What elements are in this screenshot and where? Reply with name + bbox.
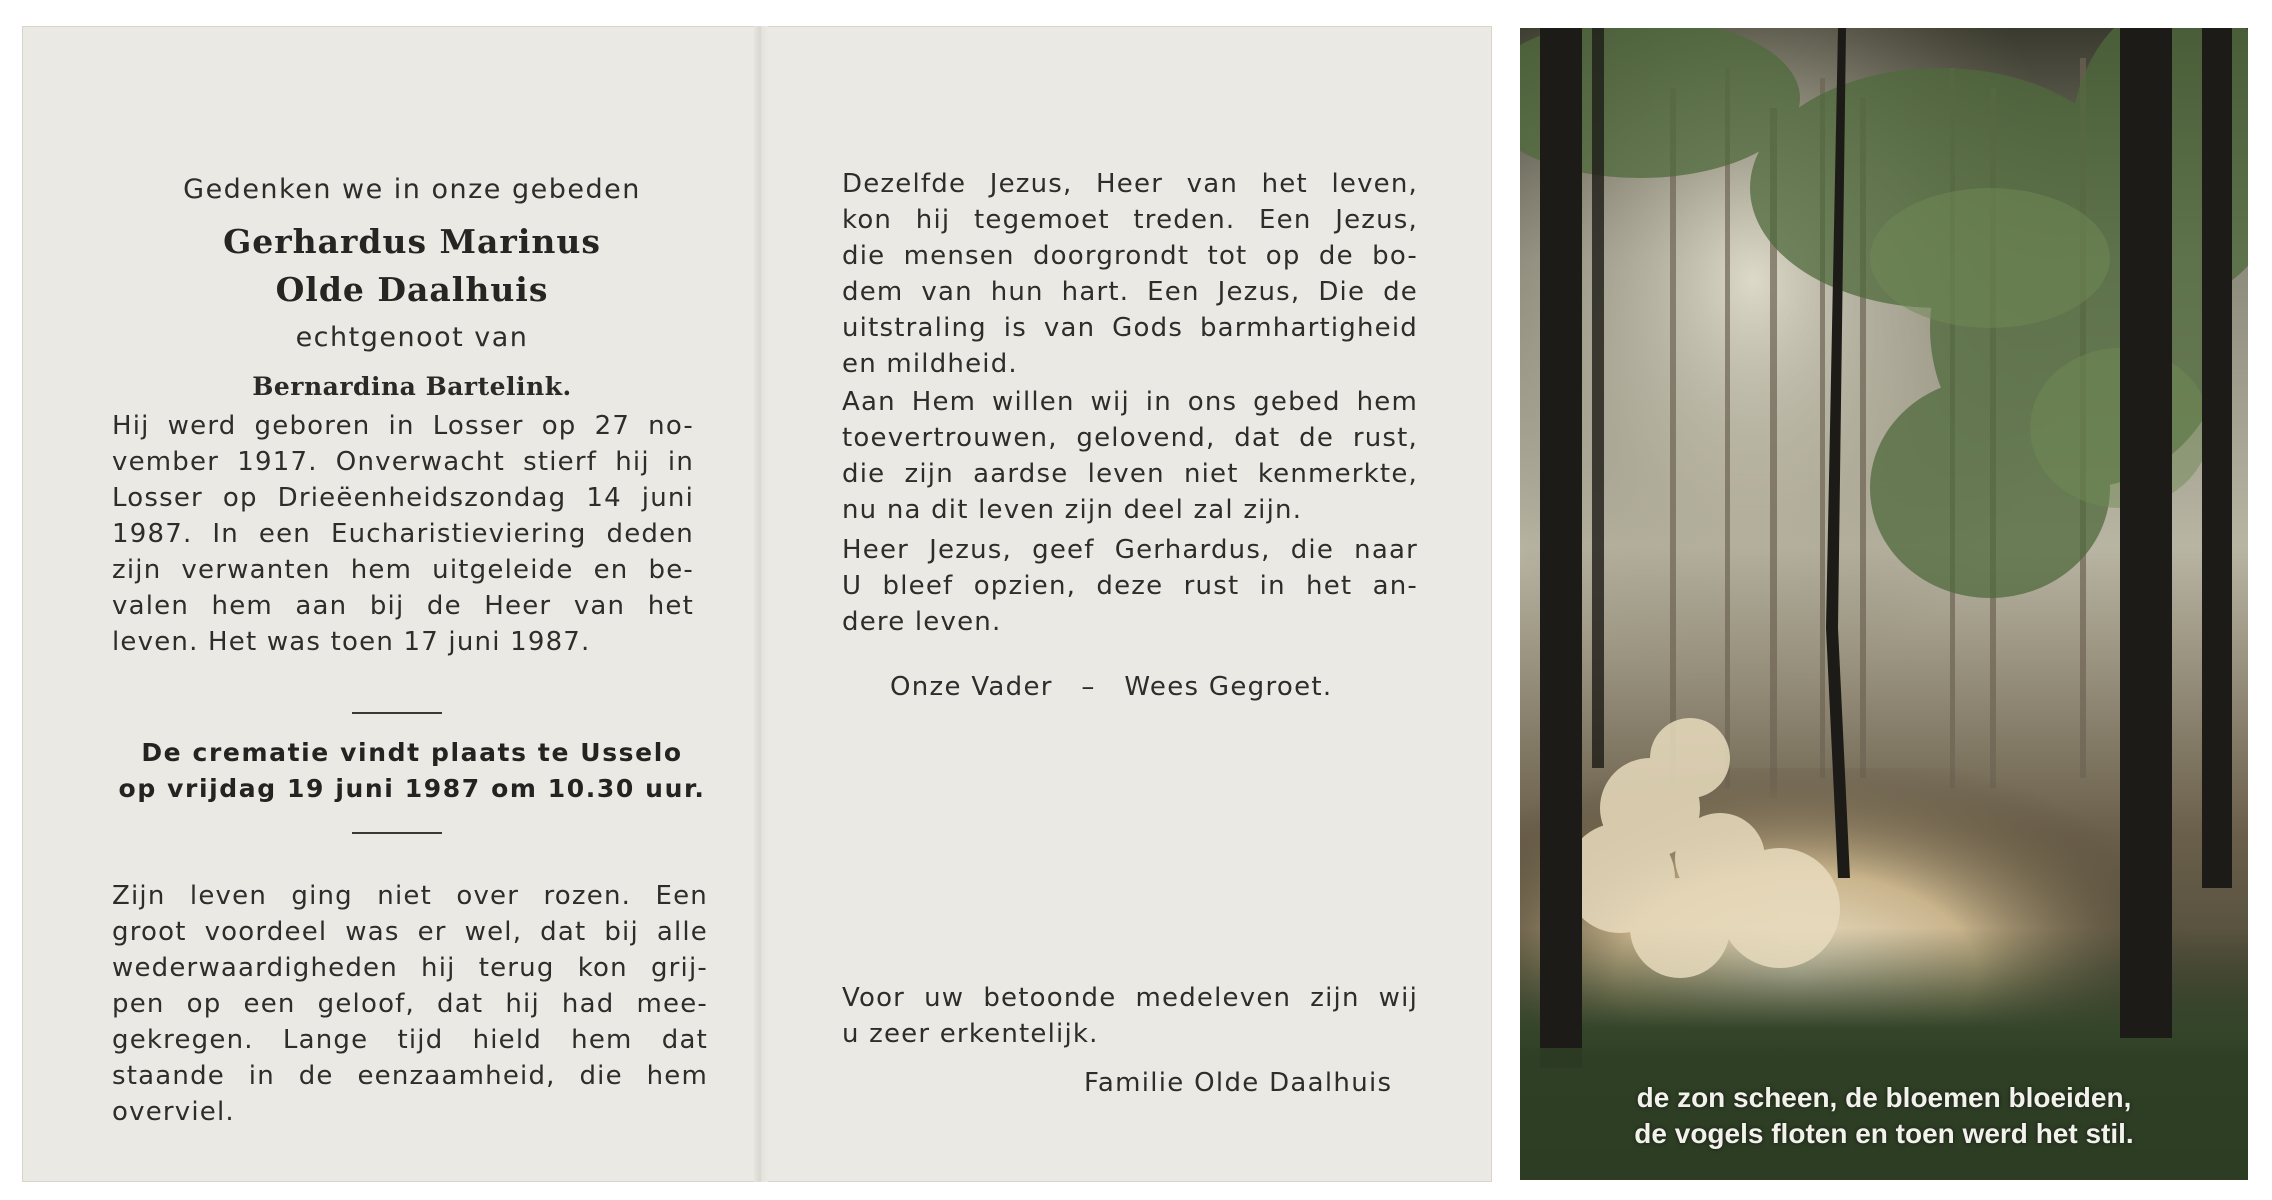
caption-line1: de zon scheen, de bloemen bloeiden, xyxy=(1636,1082,2132,1113)
bio-line: leven. Het was toen 17 juni 1987. xyxy=(112,627,591,657)
jesus-line: die mensen doorgrondt tot op de bo- xyxy=(842,241,1418,271)
heer-line: U bleef opzien, deze rust in het an- xyxy=(842,571,1418,601)
life-line: Zijn leven ging niet over rozen. Een xyxy=(112,881,708,911)
bio-line: vember 1917. Onverwacht stierf hij in xyxy=(112,447,694,477)
heer-line: Heer Jezus, geef Gerhardus, die naar xyxy=(842,535,1418,565)
family-signature: Familie Olde Daalhuis xyxy=(1084,1068,1393,1098)
relation-text: echtgenoot van xyxy=(295,322,529,353)
thanks-paragraph xyxy=(842,980,1418,1052)
bio-line: valen hem aan bij de Heer van het xyxy=(112,591,694,621)
prayer-line: nu na dit leven zijn deel zal zijn. xyxy=(842,495,1303,525)
thanks-line: u zeer erkentelijk. xyxy=(842,1019,1099,1049)
bio-line: Losser op Drieëenheidszondag 14 juni xyxy=(112,483,694,513)
card-fold xyxy=(754,26,768,1182)
cremation-line1: De crematie vindt plaats te Usselo xyxy=(141,738,683,767)
caption-line2: de vogels floten en toen werd het stil. xyxy=(1634,1118,2134,1149)
life-line: groot voordeel was er wel, dat bij alle xyxy=(112,917,708,947)
jesus-line: en mildheid. xyxy=(842,349,1018,379)
spouse-name: Bernardina Bartelink. xyxy=(252,372,572,401)
intro-text: Gedenken we in onze gebeden xyxy=(183,174,641,205)
jesus-line: uitstraling is van Gods barmhartigheid xyxy=(842,313,1418,343)
life-line: gekregen. Lange tijd hield hem dat xyxy=(112,1025,708,1055)
divider-top xyxy=(352,712,442,714)
forest-photo xyxy=(1520,28,2248,1180)
heer-paragraph xyxy=(842,532,1418,640)
life-line: pen op een geloof, dat hij had mee- xyxy=(112,989,708,1019)
prayer-line: die zijn aardse leven niet kenmerkte, xyxy=(842,459,1418,489)
prayer-line: Aan Hem willen wij in ons gebed hem xyxy=(842,387,1418,417)
cremation-line2: op vrijdag 19 juni 1987 om 10.30 uur. xyxy=(118,774,706,803)
biography-paragraph xyxy=(112,408,694,660)
heer-line: dere leven. xyxy=(842,607,1002,637)
prayer-paragraph xyxy=(842,384,1418,528)
prayer-line: toevertrouwen, gelovend, dat de rust, xyxy=(842,423,1418,453)
inner-left-panel xyxy=(22,26,754,1182)
memorial-card-front-photo xyxy=(1520,28,2248,1180)
prayers-named: Onze Vader – Wees Gegroet. xyxy=(890,672,1333,702)
deceased-name-line2: Olde Daalhuis xyxy=(275,270,549,309)
life-line: overviel. xyxy=(112,1097,235,1127)
life-paragraph xyxy=(112,878,708,1130)
life-line: staande in de eenzaamheid, die hem xyxy=(112,1061,708,1091)
bio-line: 1987. In een Eucharistieviering deden xyxy=(112,519,694,549)
memorial-card-inside xyxy=(22,26,1492,1182)
divider-bottom xyxy=(352,832,442,834)
jesus-line: Dezelfde Jezus, Heer van het leven, xyxy=(842,169,1418,199)
jesus-paragraph xyxy=(842,166,1418,382)
deceased-name-line1: Gerhardus Marinus xyxy=(223,222,601,261)
inner-right-panel xyxy=(768,26,1492,1182)
bio-line: zijn verwanten hem uitgeleide en be- xyxy=(112,555,694,585)
jesus-line: dem van hun hart. Een Jezus, Die de xyxy=(842,277,1418,307)
bio-line: Hij werd geboren in Losser op 27 no- xyxy=(112,411,694,441)
thanks-line: Voor uw betoonde medeleven zijn wij xyxy=(842,983,1418,1013)
life-line: wederwaardigheden hij terug kon grij- xyxy=(112,953,708,983)
jesus-line: kon hij tegemoet treden. Een Jezus, xyxy=(842,205,1418,235)
